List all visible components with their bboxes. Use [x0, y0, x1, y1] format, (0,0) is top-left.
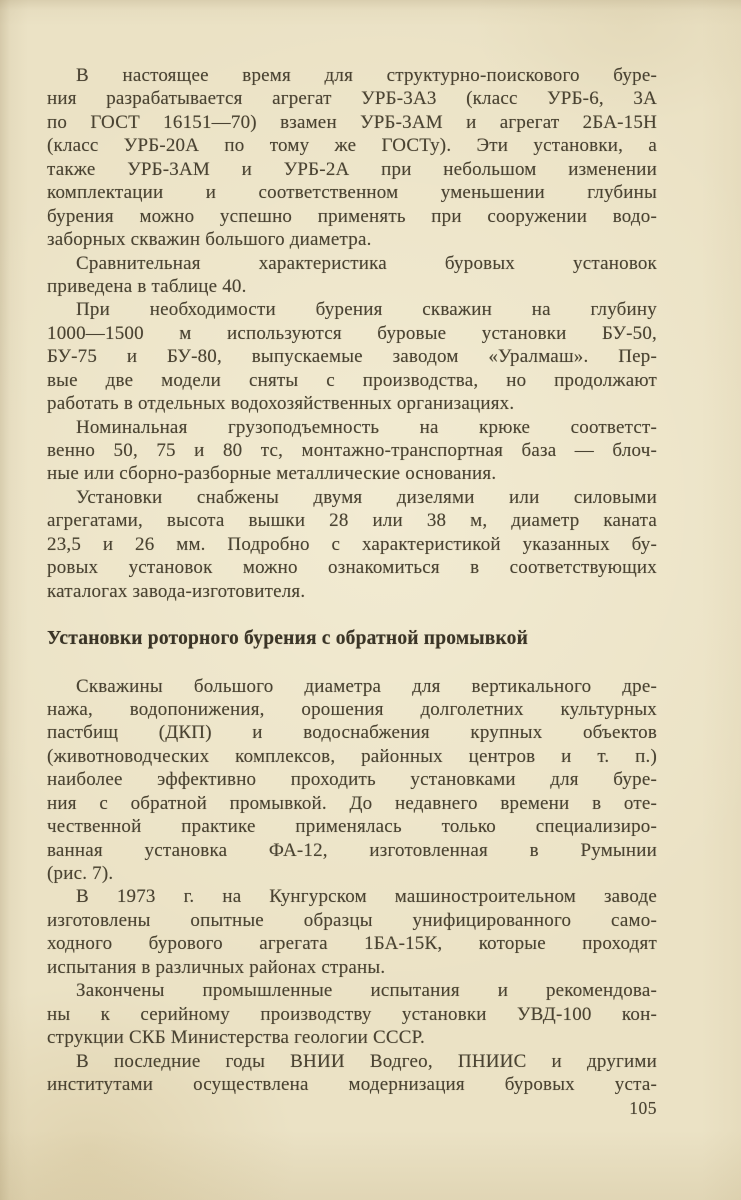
- paragraph: [47, 64, 657, 252]
- text-line: агрегатами, высота вышки 28 или 38 м, диаметр каната: [47, 510, 657, 532]
- text-line: (рис. 7).: [47, 863, 114, 884]
- text-line: При необходимости бурения скважин на глубину: [76, 299, 657, 321]
- paragraph: [47, 298, 657, 415]
- section-heading: Установки роторного бурения с обратной промывкой: [47, 628, 529, 650]
- text-line: испытания в различных районах страны.: [47, 956, 386, 978]
- paragraph: [47, 979, 657, 1049]
- text-line: ванная установка ФА-12, изготовленная в Румынии: [47, 839, 657, 861]
- text-line: бурения можно успешно применять при сооружении водо-: [47, 205, 657, 227]
- text-line: наиболее эффективно проходить установками для буре-: [47, 769, 657, 791]
- paragraph: [47, 252, 657, 299]
- text-line: приведена в таблице 40.: [47, 275, 247, 297]
- text-line: также УРБ-3АМ и УРБ-2А при небольшом изменении: [47, 158, 657, 180]
- text-line: (класс УРБ-20А по тому же ГОСТу). Эти установки, а: [47, 135, 657, 157]
- text-line: пастбищ (ДКП) и водоснабжения крупных объектов: [47, 722, 657, 744]
- text-line: Скважины большого диаметра для вертикального дре-: [76, 675, 657, 697]
- text-line: нажа, водопонижения, орошения долголетних культурных: [47, 698, 657, 720]
- text-column: [47, 64, 657, 1096]
- text-line: (животноводческих комплексов, районных центров и т. п.): [47, 745, 657, 767]
- text-line: венно 50, 75 и 80 тс, монтажно-транспортная база — блоч-: [47, 440, 657, 461]
- text-line: каталогах завода-изготовителя.: [47, 580, 306, 602]
- paragraph: [47, 675, 657, 886]
- text-line: изготовлены опытные образцы унифицированного само-: [47, 909, 657, 931]
- text-line: работать в отдельных водохозяйственных организациях.: [47, 393, 515, 415]
- text-line: по ГОСТ 16151—70) взамен УРБ-3АМ и агрегат 2БА-15Н: [47, 111, 657, 133]
- text-line: ны к серийному производству установки УВД-100 кон-: [47, 1003, 657, 1025]
- text-line: комплектации и соответственном уменьшении глубины: [47, 182, 657, 204]
- text-line: ния разрабатывается агрегат УРБ-3А3 (класс УРБ-6, 3А: [47, 88, 657, 110]
- text-line: ния с обратной промывкой. До недавнего времени в оте-: [47, 792, 657, 814]
- text-line: ходного бурового агрегата 1БА-15К, которые проходят: [47, 933, 657, 955]
- page-number: 105: [629, 1098, 657, 1118]
- paragraph: [47, 416, 657, 486]
- text-line: В последние годы ВНИИ Водгео, ПНИИС и другими: [76, 1050, 657, 1072]
- paragraph: [47, 885, 657, 979]
- text-line: Закончены промышленные испытания и рекомендова-: [76, 980, 657, 1002]
- text-line: ровых установок можно ознакомиться в соответствующих: [47, 557, 657, 579]
- text-line: 23,5 и 26 мм. Подробно с характеристикой указанных бу-: [47, 533, 657, 555]
- text-line: ные или сборно-разборные металлические основания.: [47, 463, 497, 485]
- text-line: заборных скважин большого диаметра.: [47, 229, 372, 251]
- text-line: В настоящее время для структурно-поискового буре-: [76, 65, 657, 86]
- text-line: 1000—1500 м используются буровые установки БУ-50,: [47, 322, 657, 344]
- text-line: струкции СКБ Министерства геологии СССР.: [47, 1027, 425, 1049]
- text-line: вые две модели сняты с производства, но продолжают: [47, 369, 657, 391]
- text-line: институтами осуществлена модернизация буровых уста-: [47, 1073, 657, 1095]
- text-line: БУ-75 и БУ-80, выпускаемые заводом «Уралмаш». Пер-: [47, 346, 657, 368]
- text-line: В 1973 г. на Кунгурском машиностроительном заводе: [76, 886, 657, 908]
- text-line: чественной практике применялась только специализиро-: [47, 816, 657, 838]
- paragraph: [47, 1050, 657, 1097]
- paragraph: [47, 486, 657, 603]
- text-line: Сравнительная характеристика буровых установок: [76, 252, 657, 274]
- text-line: Номинальная грузоподъемность на крюке соответст-: [76, 416, 657, 438]
- text-line: Установки снабжены двумя дизелями или силовыми: [76, 486, 657, 508]
